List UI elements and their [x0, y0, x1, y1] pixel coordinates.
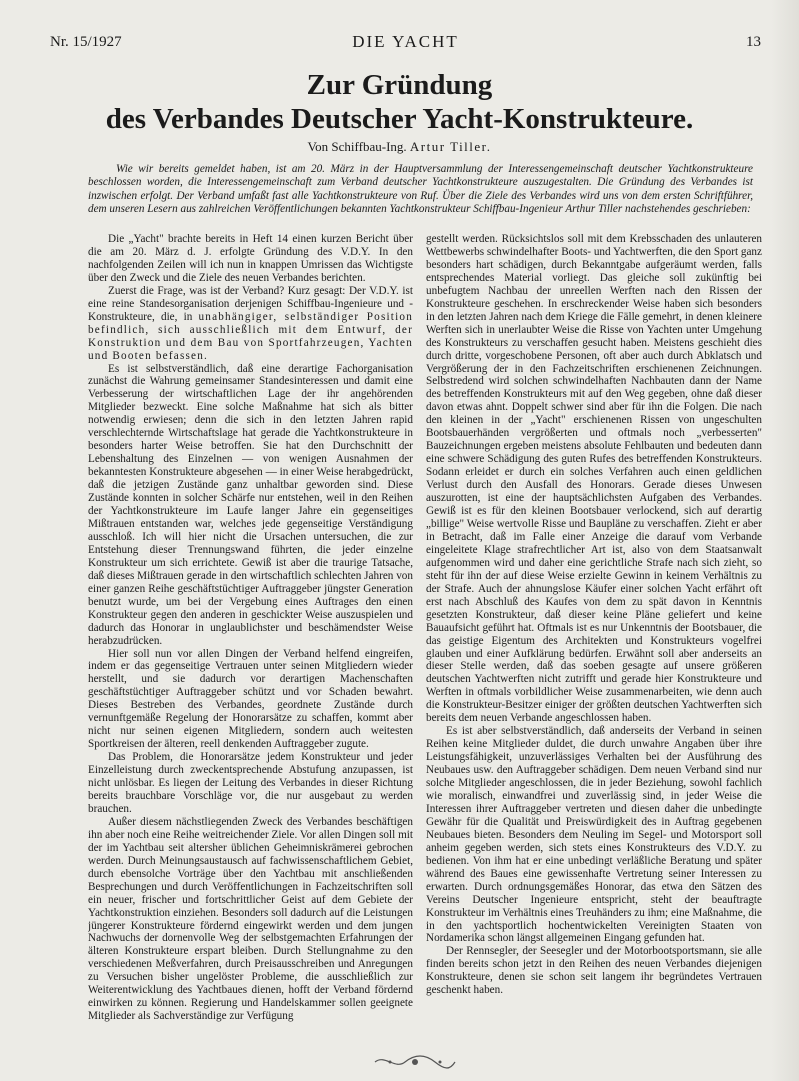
- paragraph: Hier soll nun vor allen Dingen der Verband helfend eingreifen, indem er das gegenseitige Vertrauen unter seinen Mitgliedern wieder herstellt, und sie dadurch vor derartigen Machenschaften geschäftstüchtiger Auftraggeber schützt und vor Schaden bewahrt. Dieses Bestreben des Verbandes, geordnete Zustände durch vernunftgemäße Regelung der Honorarsätze zu schaffen, kommt aber nicht nur seinen eigenen Mitgliedern, sondern auch weitesten Sportkreisen der älteren, reell denkenden Auftraggeber zugute.: [88, 647, 413, 751]
- ornament-icon: [370, 1052, 460, 1072]
- paragraph: [88, 285, 413, 363]
- byline: [0, 139, 799, 155]
- title-line-2: des Verbandes Deutscher Yacht-Konstrukteure.: [105, 103, 694, 135]
- byline-author: Artur Tiller.: [409, 139, 492, 154]
- article-title: [40, 68, 759, 136]
- paragraph: gestellt werden. Rücksichtslos soll mit dem Krebsschaden des unlauteren Wettbewerbs schwindelhafter Boots- und Yachtwerften, die den Sport ganz besonders hart schädigen, durch Bekanntgabe aufgeräumt werden, falls entsprechendes Material vorliegt. Das gleiche soll zukünftig bei unbefugtem Nachbau der unreellen Werften nach den Rissen der Konstrukteure geschehen. In erschreckender Weise haben sich besonders in den letzten Jahren nach dem Kriege die Fälle gemehrt, in denen kleinere Werften sich in unerlaubter Weise die Risse von Yachten unter Umgehung des Konstrukteurs zu verschaffen gesucht haben. Meistens geschieht dies durch dritte, vorgeschobene Personen, oft aber auch durch Abklatsch und Vergrößerung der in den Fachzeitschriften erschienenen Zeichnungen. Selbstredend wird solchen schwindelhaften Nachbauten dann der Name des betreffenden Konstrukteurs mit auf den Weg gegeben, ohne daß dieser davon etwas ahnt. Doppelt schwer sind aber für ihn die Folgen. Die nach den kleinen in der „Yacht" erschienenen Rissen von ungeschulten Bootsbauerhänden vergrößerten und oftmals noch „verbesserten" Bauzeichnungen ergeben meistens absolute Fehlbauten und bedeuten dann eine schwere Schädigung des guten Rufes des betreffenden Konstrukteurs. Sodann erleidet er durch ein solches Verfahren auch einen geldlichen Verlust durch den Ausfall des Honorars. Gerade dieses Unwesen auszurotten, ist eine der hauptsächlichsten Aufgaben des Verbandes. Gewiß ist es für den kleinen Bootsbauer verlockend, sich auf derartig „billige" Weise wertvolle Risse und Baupläne zu verschaffen. Zieht er aber in Betracht, daß im Falle einer Anzeige die darauf vom Verbande eingeleitete Klage strafrechtlicher Art ist, also von dem Staatsanwalt aufgenommen wird und daher eine gerichtliche Strafe nach sich zieht, so steht für ihn der auf diese Weise erzielte Gewinn in keinem Verhältnis zu der Strafe. Auch der ahnungslose Käufer einer solchen Yacht erfährt oft erst nach Abschluß des Kaufes von dem zu spät davon in Kenntnis gesetzten Konstrukteur, daß dieser keine Pläne geliefert und keine Bauaufsicht geführt hat. Oftmals ist es nur Unkenntnis der Bootsbauer, die das geistige Eigentum des Architekten und Konstrukteurs vogelfrei glauben und einer Aufklärung bedürfen. Erwähnt soll aber anderseits an dieser Stelle werden, daß das soeben gesagte auf unsere größeren deutschen Yachtwerften nicht zutrifft und gerade hier Konstrukteure und Werften in oftmals vorbildlicher Weise zusammenarbeiten, wie denn auch die Konstrukteur-Besitzer einiger der größten deutschen Yachtwerften sich bereits dem neuen Verbande angeschlossen haben.: [426, 233, 762, 725]
- paragraph: Das Problem, die Honorarsätze jedem Konstrukteur und jeder Einzelleistung durch zweckentsprechende Abstufung anzupassen, ist nicht unlösbar. Es liegen der Leitung des Verbandes in dieser Richtung bereits brauchbare Vorschläge vor, die nur ausgebaut zu werden brauchen.: [88, 751, 413, 815]
- paragraph: Die „Yacht" brachte bereits in Heft 14 einen kurzen Bericht über die am 20. März d. J. erfolgte Gründung des V.D.Y. In den nachfolgenden Zeilen will ich nun in knappen Umrissen das Wichtigste über den Zweck und die Ziele des neuen Verbandes berichten.: [88, 233, 413, 284]
- running-header: [50, 32, 761, 54]
- paragraph-text: Zuerst die Frage, was ist der Verband? Kurz gesagt: Der V.D.Y. ist eine reine Standesorganisation derjenigen Schiffbau-Ingenieure und -Konstrukteure, die, in: [88, 284, 413, 323]
- page-number: 13: [746, 34, 761, 50]
- emphasized-text: unabhängiger, selbständiger Position befindlich, sich ausschließlich mit dem Entwurf, der Konstruktion und dem Bau von Sportfahrzeugen, Yachten und Booten befassen.: [88, 310, 413, 362]
- paragraph: Es ist selbstverständlich, daß eine derartige Fachorganisation zunächst die Wahrung gemeinsamer Standesinteressen und damit eine Verbesserung der wirtschaftlichen Lage der ihr angehörenden Mitglieder bezweckt. Eine solche Maßnahme hat sich als bitter notwendig erwiesen; denn die sich in den letzten Jahren rapid verschlechternde Wirtschaftslage hat gerade die Yachtkonstrukteure in besonders harter Weise betroffen. Sie hat den Durchschnitt der Lebenshaltung des Einzelnen — von wenigen Ausnahmen der bekanntesten Konstrukteure abgesehen — in einer Weise herabgedrückt, daß die jetzigen Zustände ganz unhaltbar geworden sind. Diese Zustände konnten in solcher Schärfe nur entstehen, weil in den Reihen der Yachtkonstrukteure im Laufe langer Jahre ein gegenseitiges Mißtrauen entstanden war, welches jede gegenseitige Verständigung ausschloß. Ich will hier nicht die Ursachen untersuchen, die zur Entstehung dieser Trennungswand führten, die jeder einzelne Konstrukteur um sich errichtete. Gewiß ist aber die traurige Tatsache, daß dieses Mißtrauen gerade in den wirtschaftlich schlechten Jahren von einer ganzen Reihe geschäftstüchtiger Auftraggeber jüngster Generation benutzt wurde, um bei der Vergebung eines Auftrages den einen Konstrukteur gegen den anderen in geschickter Weise auszuspielen und dadurch das Honorar in unglaublichster und beschämendster Weise herabzudrücken.: [88, 362, 413, 647]
- issue-number: Nr. 15/1927: [50, 34, 122, 50]
- byline-prefix: Von Schiffbau-Ing.: [307, 139, 407, 154]
- title-line-1: Zur Gründung: [306, 69, 493, 101]
- right-column: [426, 233, 762, 1053]
- paragraph: Außer diesem nächstliegenden Zweck des Verbandes beschäftigen ihn aber noch eine Reihe weitreichender Ziele. Vor allen Dingen soll mit der im Yachtbau seit altersher üblichen Geheimniskrämerei gebrochen werden. Durch Meinungsaustausch auf fachwissenschaftlichem Gebiet, durch ebensolche Vorträge über den Yachtbau mit anschließenden Besprechungen und durch Veröffentlichungen in Fachzeitschriften soll ein neuer, frischer und fortschrittlicher Geist auf dem Gebiete der Yachtkonstruktion einziehen. Besonders soll dadurch auf die Leistungen jüngerer Konstrukteure fördernd eingewirkt werden und dem jungen Nachwuchs der dornenvolle Weg der selbstgemachten Erfahrungen der älteren Konstrukteure erspart bleiben. Durch Stellungnahme zu den verschiedenen Meßverfahren, durch Preisausschreiben und Anregungen zu Versuchen bisher ungelöster Probleme, die ausschließlich zur Weiterentwicklung des Yachtbaues dienen, hofft der Verband fördernd einwirken zu können. Regierung und Handelskammer sollen geeignete Mitglieder als Sachverständige zur Verfügung: [88, 815, 413, 1023]
- paragraph: Es ist aber selbstverständlich, daß anderseits der Verband in seinen Reihen keine Mitglieder duldet, die durch unwahre Angaben über ihre Leistungsfähigkeit, unzuverlässiges Verhalten bei der Ausführung des Neubaues usw. den Auftraggeber schädigen. Dem neuen Verband sind nur solche Mitglieder angeschlossen, die in jeder Beziehung, sowohl fachlich wie moralisch, einwandfrei und zuverlässig sind, in jeder Weise die Interessen ihrer Auftraggeber vertreten und diesen daher die unbedingte Gewähr für die Qualität und Preiswürdigkeit des in Auftrag gegebenen Neubaues bieten. Besonders dem Neuling im Segel- und Motorsport soll anheim gegeben werden, sich stets eines Konstrukteurs des V.D.Y. zu bedienen. Von ihm hat er eine unbedingt verläßliche Beratung und später während des Baues eine gewissenhafte Vertretung seiner Interessen zu erwarten. Durch ordnungsgemäßes Honorar, das etwa den Sätzen des Vereins Deutscher Ingenieure entspricht, steht der beauftragte Konstrukteur im Verhältnis eines Treuhänders zu ihm; eine Maßnahme, die in den yachtsportlich hochentwickelten Vereinigten Staaten von Nordamerika schon längst allgemeinen Eingang gefunden hat.: [426, 725, 762, 945]
- magazine-name: DIE YACHT: [352, 32, 459, 51]
- page-edge-shadow: [771, 0, 799, 1081]
- article-intro: Wie wir bereits gemeldet haben, ist am 20. März in der Hauptversammlung der Interessengemeinschaft deutscher Yachtkonstrukteure beschlossen worden, die Interessengemeinschaft zum Verband deutscher Yachtkonstrukteure auszugestalten. Die Gründung des Verbandes ist inzwischen erfolgt. Der Verband umfaßt fast alle Yachtkonstrukteure von Ruf. Über die Ziele des Verbandes wird uns von dem ersten Schriftführer, dem unseren Lesern aus zahlreichen Veröffentlichungen bekannten Yachtkonstrukteur Schiffbau-Ingenieur Arthur Tiller nachstehendes geschrieben:: [88, 163, 753, 215]
- left-column: [88, 233, 413, 1053]
- paragraph: Der Rennsegler, der Seesegler und der Motorbootsportsmann, sie alle finden bereits schon jetzt in den Reihen des neuen Verbandes diejenigen Konstrukteure, denen sie schon seit langem ihr begründetes Vertrauen geschenkt haben.: [426, 945, 762, 997]
